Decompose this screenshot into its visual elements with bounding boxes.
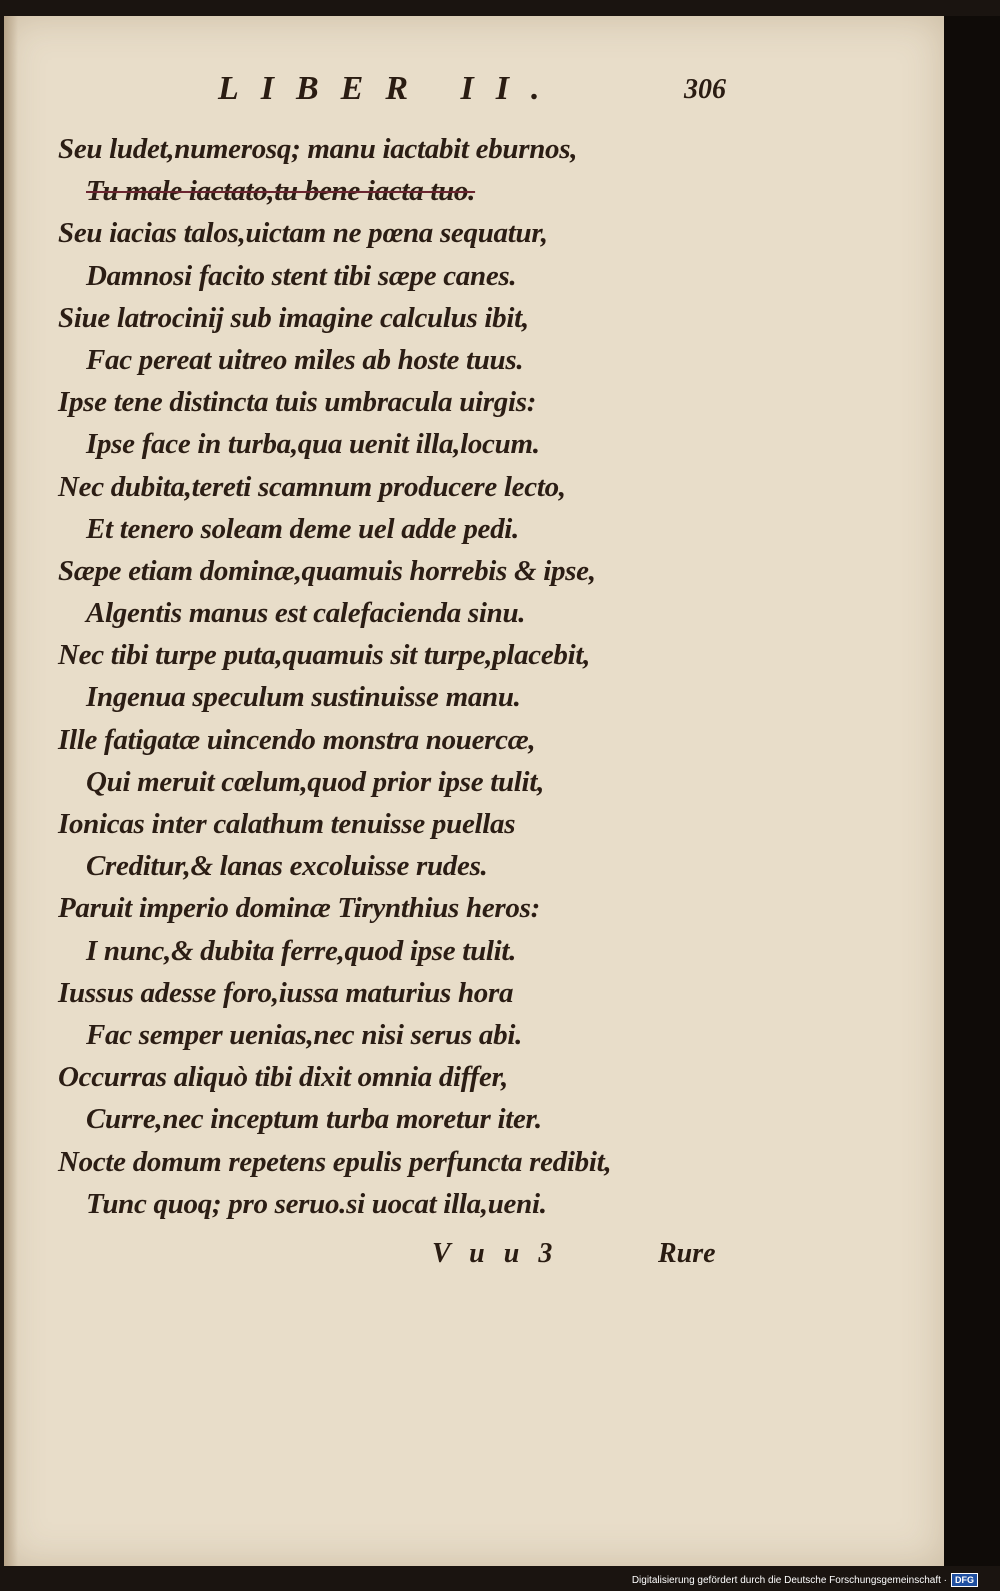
- verse-text: Iussus adesse foro,iussa maturius hora: [58, 976, 514, 1009]
- catchword: Rure: [658, 1238, 716, 1269]
- verse-text: Paruit imperio dominæ Tirynthius heros:: [58, 892, 540, 925]
- digitization-credit: [632, 1573, 978, 1587]
- verse-line: [4, 170, 944, 212]
- dfg-logo: DFG: [951, 1573, 978, 1587]
- verse-text: Ille fatigatæ uincendo monstra nouercæ,: [58, 723, 536, 756]
- verse-line: [4, 1098, 944, 1140]
- verse-block: [4, 128, 944, 1225]
- verse-line: [4, 1014, 944, 1056]
- verse-text: Siue latrocinij sub imagine calculus ibit,: [58, 301, 529, 334]
- verse-line: [4, 676, 944, 718]
- verse-text: Fac pereat uitreo miles ab hoste tuus.: [86, 343, 524, 376]
- verse-line: [4, 466, 944, 508]
- verse-line: [4, 719, 944, 761]
- verse-line: [4, 212, 944, 254]
- verse-text: Nec dubita,tereti scamnum producere lecto,: [58, 470, 566, 503]
- verse-line: [4, 508, 944, 550]
- signature-mark: V u u 3: [432, 1238, 559, 1269]
- verse-line: [4, 1141, 944, 1183]
- verse-line: [4, 803, 944, 845]
- verse-line: [4, 592, 944, 634]
- verse-line: [4, 845, 944, 887]
- verse-text: Qui meruit cœlum,quod prior ipse tulit,: [86, 765, 545, 798]
- verse-line: [4, 297, 944, 339]
- verse-text: Ipse tene distincta tuis umbracula uirgis:: [58, 386, 537, 419]
- verse-text: Algentis manus est calefacienda sinu.: [86, 597, 526, 630]
- verse-line: [4, 930, 944, 972]
- credit-text: Digitalisierung gefördert durch die Deutsche Forschungsgemeinschaft ·: [631, 1574, 947, 1586]
- scan-border: [944, 16, 1000, 1566]
- verse-text: Et tenero soleam deme uel adde pedi.: [86, 512, 519, 545]
- verse-line: [4, 887, 944, 929]
- verse-text: Ingenua speculum sustinuisse manu.: [86, 681, 521, 714]
- verse-text: Creditur,& lanas excoluisse rudes.: [86, 850, 488, 883]
- verse-text: Ionicas inter calathum tenuisse puellas: [58, 808, 516, 840]
- verse-text: I nunc,& dubita ferre,quod ipse tulit.: [86, 934, 517, 967]
- page-header: [4, 70, 944, 110]
- page-number: 306: [684, 74, 726, 105]
- verse-line: [4, 128, 944, 170]
- verse-line: [4, 550, 944, 592]
- verse-line: [4, 423, 944, 465]
- verse-line: [4, 634, 944, 676]
- verse-line: [4, 761, 944, 803]
- verse-line: [4, 255, 944, 297]
- running-head: LIBER II.: [218, 70, 562, 107]
- verse-line: [4, 381, 944, 423]
- verse-line: [4, 339, 944, 381]
- verse-text: Curre,nec inceptum turba moretur iter.: [86, 1103, 542, 1136]
- verse-text: Nocte domum repetens epulis perfuncta redibit,: [58, 1145, 612, 1178]
- verse-text: Seu ludet,numerosq; manu iactabit eburnos,: [58, 133, 578, 165]
- verse-text: Ipse face in turba,qua uenit illa,locum.: [86, 428, 540, 461]
- verse-text: Nec tibi turpe puta,quamuis sit turpe,placebit,: [58, 639, 591, 672]
- verse-text: Fac semper uenias,nec nisi serus abi.: [86, 1018, 523, 1051]
- verse-text: Seu iacias talos,uictam ne pœna sequatur,: [58, 217, 548, 250]
- verse-text: Occurras aliquò tibi dixit omnia differ,: [58, 1061, 508, 1094]
- verse-line: [4, 1183, 944, 1225]
- page-footer: [4, 1238, 944, 1278]
- verse-line: [4, 972, 944, 1014]
- verse-text: Damnosi facito stent tibi sæpe canes.: [86, 259, 517, 292]
- verse-text: Sæpe etiam dominæ,quamuis horrebis & ipse,: [58, 554, 596, 587]
- verse-line: [4, 1056, 944, 1098]
- verse-text: Tu male iactato,tu bene iacta tuo.: [86, 175, 476, 208]
- verse-text: Tunc quoq; pro seruo.si uocat illa,ueni.: [86, 1187, 547, 1220]
- book-page: [4, 16, 944, 1566]
